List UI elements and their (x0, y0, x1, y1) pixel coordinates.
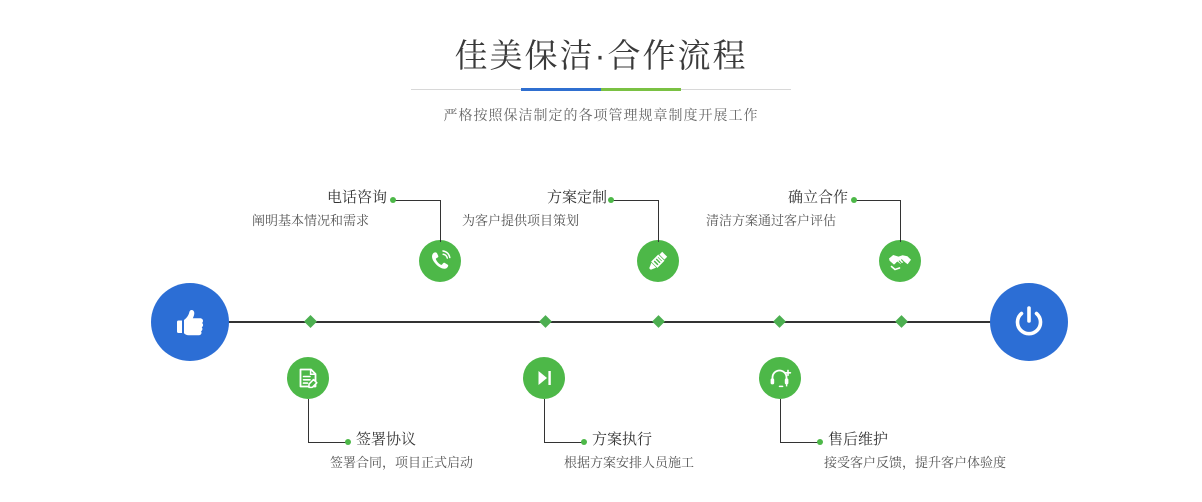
connector-1-horizontal (393, 200, 441, 201)
axis-marker-5 (895, 315, 908, 328)
connector-3-horizontal (612, 200, 659, 201)
step-label-2 (330, 430, 474, 473)
connector-5-horizontal (855, 200, 901, 201)
handshake-icon (887, 248, 913, 274)
connector-2-horizontal (308, 442, 348, 443)
headset-support-icon (768, 366, 792, 390)
connector-3-vertical (658, 200, 659, 242)
connector-dot-1 (390, 197, 396, 203)
connector-1-vertical (440, 200, 441, 242)
divider-accent-green (601, 88, 681, 91)
step-label-5 (706, 188, 848, 231)
step-title-4: 方案执行 (592, 431, 653, 448)
connector-dot-6 (817, 439, 823, 445)
step-icon-2 (287, 357, 329, 399)
step-icon-5 (879, 240, 921, 282)
start-node (151, 283, 229, 361)
end-node (990, 283, 1068, 361)
connector-4-vertical (544, 399, 545, 442)
step-icon-3 (637, 240, 679, 282)
power-icon (1009, 302, 1049, 342)
step-title-5: 确立合作 (787, 189, 848, 206)
connector-6-vertical (780, 399, 781, 442)
step-desc-4: 根据方案安排人员施工 (564, 455, 695, 470)
divider-accent-blue (521, 88, 601, 91)
connector-dot-4 (581, 439, 587, 445)
connector-5-vertical (900, 200, 901, 242)
connector-dot-2 (345, 439, 351, 445)
connector-2-vertical (308, 399, 309, 442)
step-label-3 (462, 188, 607, 231)
step-icon-6 (759, 357, 801, 399)
step-icon-4 (523, 357, 565, 399)
step-title-3: 方案定制 (546, 189, 607, 206)
step-label-1 (252, 188, 387, 231)
axis-marker-4 (652, 315, 665, 328)
page-subtitle: 严格按照保洁制定的各项管理规章制度开展工作 (443, 107, 759, 123)
connector-6-horizontal (780, 442, 820, 443)
connector-dot-5 (851, 197, 857, 203)
step-desc-5: 清洁方案通过客户评估 (706, 213, 837, 228)
step-title-2: 签署协议 (356, 431, 417, 448)
page-title: 佳美保洁·合作流程 (454, 37, 748, 74)
step-title-6: 售后维护 (828, 431, 889, 448)
header (0, 34, 1202, 125)
step-label-4 (564, 430, 695, 473)
document-edit-icon (296, 366, 320, 390)
play-forward-icon (532, 366, 556, 390)
step-icon-1 (419, 240, 461, 282)
step-desc-2: 签署合同，项目正式启动 (330, 455, 474, 470)
step-label-6 (824, 430, 1007, 473)
step-desc-6: 接受客户反馈，提升客户体验度 (824, 455, 1007, 470)
connector-dot-3 (608, 197, 614, 203)
axis-marker-3 (539, 315, 552, 328)
pencil-ruler-icon (646, 249, 670, 273)
step-title-1: 电话咨询 (326, 189, 387, 206)
step-desc-3: 为客户提供项目策划 (462, 213, 580, 228)
step-desc-1: 阐明基本情况和需求 (252, 213, 370, 228)
title-divider (411, 88, 791, 92)
connector-4-horizontal (544, 442, 584, 443)
axis-marker-6 (773, 315, 786, 328)
axis-marker-2 (304, 315, 317, 328)
thumbs-up-icon (171, 303, 209, 341)
phone-call-icon (428, 249, 452, 273)
